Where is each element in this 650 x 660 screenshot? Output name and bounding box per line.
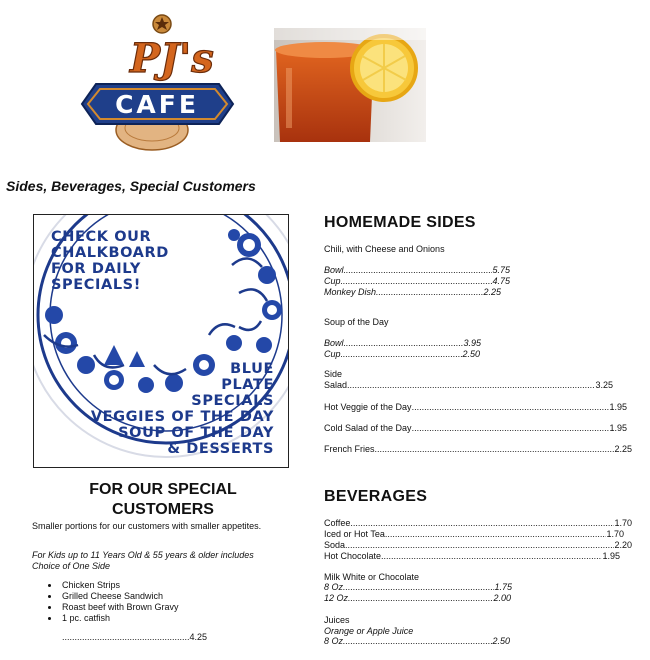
juice-label: Juices: [324, 615, 350, 625]
plate-text-line: CHECK OUR: [51, 229, 152, 245]
svg-text:PJ's: PJ's: [130, 35, 214, 82]
menu-line: Cold Salad of the Day ..... 1.95: [324, 423, 627, 434]
menu-line: Bowl ..... 5.75: [324, 265, 510, 276]
menu-line: 12 Oz ..... 2.00: [324, 593, 511, 604]
menu-line: 8 Oz ..... 1.75: [324, 582, 512, 593]
special-note: For Kids up to 11 Years Old & 55 years & older includes Choice of One Side: [32, 550, 254, 571]
menu-line: Hot Chocolate ..... 1.95: [324, 551, 620, 562]
plate-text-line: BLUE: [230, 361, 274, 377]
juice-sublabel: Orange or Apple Juice: [324, 626, 414, 636]
pjs-cafe-logo: [80, 12, 235, 160]
menu-line: Soda ..... 2.20: [324, 540, 632, 551]
plate-text-line: FOR DAILY: [51, 261, 141, 277]
plate-text-line: & DESSERTS: [167, 441, 274, 457]
menu-line: Bowl ..... 3.95: [324, 338, 481, 349]
special-customers-heading: FOR OUR SPECIAL CUSTOMERS: [89, 481, 237, 518]
menu-line: Salad ..... 3.25: [324, 380, 613, 391]
menu-line: Hot Veggie of the Day ..... 1.95: [324, 402, 627, 413]
menu-line: Iced or Hot Tea ..... 1.70: [324, 529, 624, 540]
list-item: • Grilled Cheese Sandwich: [60, 591, 179, 602]
plate-text-line: VEGGIES OF THE DAY: [90, 409, 274, 425]
menu-line: Coffee ..... 1.70: [324, 518, 632, 529]
blue-plate-specials-image: [33, 214, 289, 468]
plate-text-line: CHALKBOARD: [51, 245, 169, 261]
plate-text-line: SPECIALS: [191, 393, 274, 409]
menu-line: Cup ..... 2.50: [324, 349, 480, 360]
page-title: Sides, Beverages, Special Customers: [6, 178, 256, 194]
special-description: Smaller portions for our customers with smaller appetites.: [32, 521, 262, 531]
list-item: • Roast beef with Brown Gravy: [60, 602, 179, 613]
side-label: Side: [324, 369, 343, 379]
svg-text:CAFE: CAFE: [115, 90, 199, 119]
drink-photo: [274, 28, 426, 142]
menu-line: Monkey Dish ..... 2.25: [324, 287, 501, 298]
list-item: • 1 pc. catfish: [60, 613, 179, 624]
soup-label: Soup of the Day: [324, 317, 389, 327]
beverages-heading: BEVERAGES: [324, 488, 428, 505]
special-price-line: ..... 4.25: [62, 632, 207, 643]
plate-text-line: PLATE: [221, 377, 274, 393]
menu-line: 8 Oz ..... 2.50: [324, 636, 510, 647]
menu-line: French Fries ..... 2.25: [324, 444, 632, 455]
list-item: • Chicken Strips: [60, 580, 179, 591]
menu-line: Cup ..... 4.75: [324, 276, 510, 287]
plate-text-line: SPECIALS!: [51, 277, 141, 293]
plate-text-line: SOUP OF THE DAY: [118, 425, 274, 441]
milk-label: Milk White or Chocolate: [324, 572, 420, 582]
special-items-list: [48, 580, 179, 624]
homemade-sides-heading: HOMEMADE SIDES: [324, 214, 476, 231]
chili-label: Chili, with Cheese and Onions: [324, 244, 445, 254]
